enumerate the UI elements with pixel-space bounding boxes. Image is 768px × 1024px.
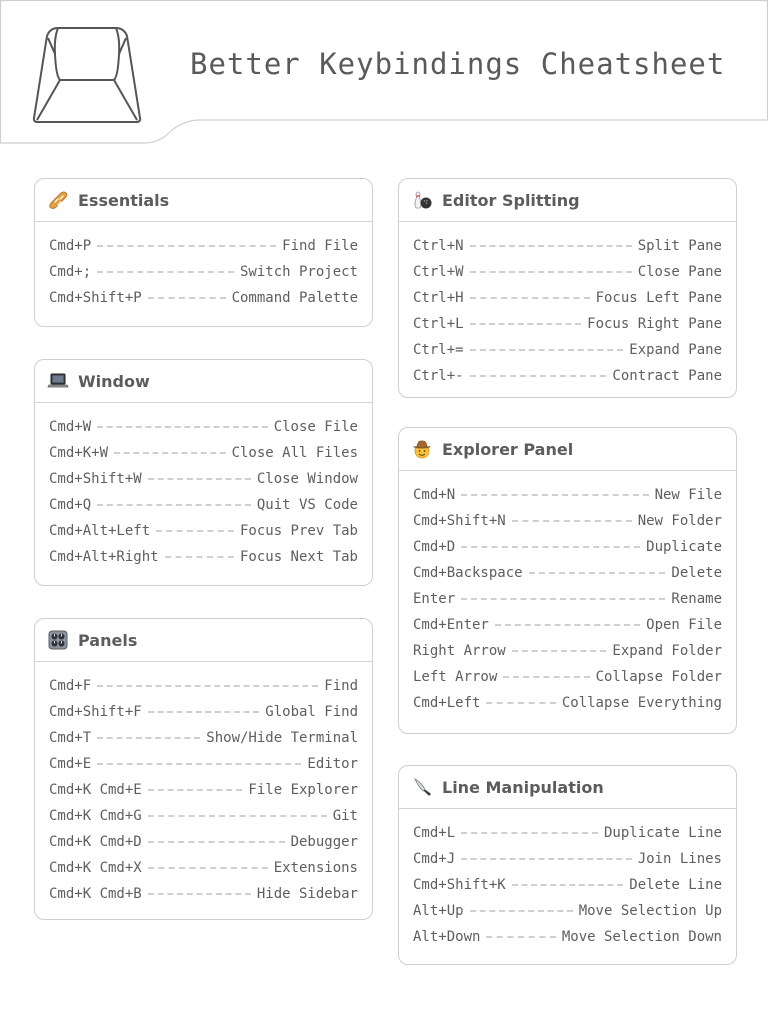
cowboy-face-icon: [411, 438, 433, 460]
shortcut-action: New File: [654, 487, 722, 503]
shortcut-action: Rename: [671, 591, 722, 607]
dash-leader: [461, 494, 648, 496]
shortcut-row: [413, 285, 722, 311]
shortcut-row: [49, 777, 358, 803]
shortcut-row: [49, 725, 358, 751]
shortcut-action: Split Pane: [637, 238, 722, 254]
page-title: Better Keybindings Cheatsheet: [190, 47, 726, 81]
shortcut-row: [413, 534, 722, 560]
shortcut-action: Git: [332, 808, 358, 824]
shortcut-action: Move Selection Up: [578, 903, 722, 919]
shortcut-key: Alt+Down: [413, 929, 481, 945]
card-header: [35, 360, 372, 403]
shortcut-row: [49, 259, 358, 285]
shortcut-key: Cmd+Shift+K: [413, 877, 506, 893]
shortcut-key: Cmd+Shift+N: [413, 513, 506, 529]
shortcut-key: Cmd+N: [413, 487, 456, 503]
card-window: [34, 359, 373, 586]
shortcut-action: Open File: [646, 617, 722, 633]
card-panels: [34, 618, 373, 920]
dash-leader: [148, 297, 226, 299]
shortcut-key: Cmd+L: [413, 825, 456, 841]
dash-leader: [148, 478, 251, 480]
shortcut-action: Expand Folder: [612, 643, 722, 659]
shortcut-action: Find: [324, 678, 358, 694]
shortcut-key: Cmd+K+W: [49, 445, 109, 461]
shortcut-action: Close All Files: [231, 445, 358, 461]
shortcut-action: Debugger: [290, 834, 358, 850]
dash-leader: [461, 832, 598, 834]
dash-leader: [97, 245, 276, 247]
card-line-manipulation: [398, 765, 737, 965]
shortcut-action: Contract Pane: [612, 368, 722, 384]
control-knobs-icon: [47, 629, 69, 651]
shortcut-row: [49, 518, 358, 544]
shortcut-row: [413, 690, 722, 716]
shortcut-key: Cmd+Alt+Right: [49, 549, 159, 565]
shortcut-row: [49, 233, 358, 259]
shortcut-row: [413, 638, 722, 664]
shortcut-key: Ctrl+L: [413, 316, 464, 332]
dash-leader: [114, 452, 226, 454]
shortcut-action: Extensions: [273, 860, 358, 876]
dash-leader: [148, 867, 268, 869]
shortcut-action: Command Palette: [231, 290, 358, 306]
shortcut-action: Switch Project: [239, 264, 358, 280]
card-title: Panels: [78, 630, 138, 650]
shortcut-action: Hide Sidebar: [256, 886, 358, 902]
shortcut-key: Cmd+Shift+W: [49, 471, 142, 487]
dash-leader: [495, 624, 640, 626]
shortcut-list: [399, 809, 736, 950]
bowling-icon: [411, 189, 433, 211]
dash-leader: [148, 841, 285, 843]
shortcut-action: Focus Next Tab: [239, 549, 358, 565]
dash-leader: [461, 858, 632, 860]
card-header: [399, 766, 736, 809]
dash-leader: [148, 815, 327, 817]
card-essentials: [34, 178, 373, 327]
shortcut-row: [49, 673, 358, 699]
shortcut-action: Expand Pane: [629, 342, 722, 358]
card-title: Line Manipulation: [442, 777, 604, 797]
dash-leader: [512, 650, 607, 652]
shortcut-action: Join Lines: [637, 851, 722, 867]
shortcut-row: [413, 311, 722, 337]
shortcut-key: Cmd+K Cmd+G: [49, 808, 142, 824]
dash-leader: [148, 711, 260, 713]
shortcut-key: Cmd+Left: [413, 695, 481, 711]
dash-leader: [512, 520, 632, 522]
shortcut-row: [49, 855, 358, 881]
shortcut-row: [413, 872, 722, 898]
shortcut-action: Close Window: [256, 471, 358, 487]
knife-icon: [411, 776, 433, 798]
shortcut-key: Alt+Up: [413, 903, 464, 919]
shortcut-key: Ctrl+W: [413, 264, 464, 280]
shortcut-action: Editor: [307, 756, 358, 772]
dash-leader: [165, 556, 234, 558]
shortcut-row: [49, 751, 358, 777]
dash-leader: [529, 572, 666, 574]
card-title: Editor Splitting: [442, 190, 580, 210]
shortcut-row: [49, 544, 358, 570]
shortcut-row: [49, 699, 358, 725]
shortcut-key: Cmd+K Cmd+X: [49, 860, 142, 876]
shortcut-key: Cmd+Alt+Left: [49, 523, 151, 539]
shortcut-action: Focus Prev Tab: [239, 523, 358, 539]
shortcut-row: [49, 466, 358, 492]
card-title: Explorer Panel: [442, 439, 574, 459]
shortcut-key: Cmd+P: [49, 238, 92, 254]
shortcut-action: Quit VS Code: [256, 497, 358, 513]
shortcut-action: Delete: [671, 565, 722, 581]
shortcut-list: [399, 471, 736, 716]
shortcut-action: Focus Right Pane: [587, 316, 722, 332]
shortcut-action: New Folder: [637, 513, 722, 529]
shortcut-key: Cmd+W: [49, 419, 92, 435]
shortcut-row: [49, 881, 358, 907]
dash-leader: [148, 789, 243, 791]
dash-leader: [97, 504, 251, 506]
dash-leader: [486, 702, 555, 704]
shortcut-key: Cmd+E: [49, 756, 92, 772]
shortcut-row: [413, 337, 722, 363]
shortcut-row: [49, 829, 358, 855]
card-explorer-panel: [398, 427, 737, 734]
shortcut-row: [413, 664, 722, 690]
card-editor-splitting: [398, 178, 737, 398]
shortcut-key: Cmd+D: [413, 539, 456, 555]
shortcut-row: [413, 233, 722, 259]
dash-leader: [97, 426, 268, 428]
shortcut-action: Show/Hide Terminal: [206, 730, 358, 746]
dash-leader: [512, 884, 624, 886]
dash-leader: [97, 685, 318, 687]
shortcut-action: Focus Left Pane: [595, 290, 722, 306]
shortcut-key: Cmd+Shift+P: [49, 290, 142, 306]
dash-leader: [470, 245, 632, 247]
shortcut-key: Cmd+J: [413, 851, 456, 867]
shortcut-list: [35, 662, 372, 907]
dash-leader: [156, 530, 234, 532]
shortcut-key: Cmd+;: [49, 264, 92, 280]
shortcut-row: [413, 586, 722, 612]
shortcut-row: [49, 440, 358, 466]
card-title: Window: [78, 371, 150, 391]
shortcut-key: Ctrl+=: [413, 342, 464, 358]
shortcut-list: [399, 222, 736, 389]
dash-leader: [470, 349, 624, 351]
shortcut-key: Cmd+T: [49, 730, 92, 746]
dash-leader: [97, 271, 234, 273]
shortcut-key: Ctrl+N: [413, 238, 464, 254]
shortcut-row: [49, 803, 358, 829]
dash-leader: [486, 936, 555, 938]
shortcut-row: [413, 898, 722, 924]
shortcut-row: [413, 508, 722, 534]
shortcut-row: [413, 846, 722, 872]
keycap-logo-icon: [30, 24, 144, 126]
shortcut-key: Cmd+F: [49, 678, 92, 694]
shortcut-key: Left Arrow: [413, 669, 498, 685]
dash-leader: [470, 910, 573, 912]
shortcut-list: [35, 403, 372, 570]
shortcut-row: [49, 285, 358, 311]
shortcut-action: Move Selection Down: [561, 929, 722, 945]
shortcut-action: Collapse Folder: [595, 669, 722, 685]
shortcut-action: Collapse Everything: [561, 695, 722, 711]
shortcut-action: Duplicate: [646, 539, 722, 555]
shortcut-row: [413, 612, 722, 638]
card-title: Essentials: [78, 190, 170, 210]
shortcut-action: Duplicate Line: [603, 825, 722, 841]
shortcut-key: Cmd+Q: [49, 497, 92, 513]
baguette-icon: [47, 189, 69, 211]
dash-leader: [470, 323, 582, 325]
shortcut-row: [413, 560, 722, 586]
shortcut-row: [413, 924, 722, 950]
shortcut-action: Close Pane: [637, 264, 722, 280]
dash-leader: [470, 375, 607, 377]
card-header: [399, 428, 736, 471]
shortcut-action: Global Find: [265, 704, 358, 720]
shortcut-key: Ctrl+-: [413, 368, 464, 384]
shortcut-action: Close File: [273, 419, 358, 435]
shortcut-key: Ctrl+H: [413, 290, 464, 306]
shortcut-key: Cmd+Backspace: [413, 565, 523, 581]
dash-leader: [97, 763, 301, 765]
laptop-icon: [47, 370, 69, 392]
shortcut-list: [35, 222, 372, 311]
shortcut-row: [413, 482, 722, 508]
shortcut-action: File Explorer: [248, 782, 358, 798]
shortcut-row: [49, 492, 358, 518]
shortcut-action: Find File: [282, 238, 358, 254]
shortcut-key: Cmd+Enter: [413, 617, 489, 633]
shortcut-row: [413, 363, 722, 389]
dash-leader: [470, 271, 632, 273]
dash-leader: [461, 546, 640, 548]
card-header: [35, 619, 372, 662]
shortcut-key: Cmd+K Cmd+D: [49, 834, 142, 850]
shortcut-key: Cmd+Shift+F: [49, 704, 142, 720]
shortcut-key: Cmd+K Cmd+B: [49, 886, 142, 902]
shortcut-row: [413, 259, 722, 285]
dash-leader: [148, 893, 251, 895]
shortcut-action: Delete Line: [629, 877, 722, 893]
shortcut-key: Cmd+K Cmd+E: [49, 782, 142, 798]
shortcut-row: [49, 414, 358, 440]
shortcut-key: Enter: [413, 591, 456, 607]
shortcut-row: [413, 820, 722, 846]
dash-leader: [470, 297, 590, 299]
dash-leader: [97, 737, 200, 739]
card-header: [35, 179, 372, 222]
dash-leader: [461, 598, 665, 600]
dash-leader: [503, 676, 589, 678]
card-header: [399, 179, 736, 222]
shortcut-key: Right Arrow: [413, 643, 506, 659]
